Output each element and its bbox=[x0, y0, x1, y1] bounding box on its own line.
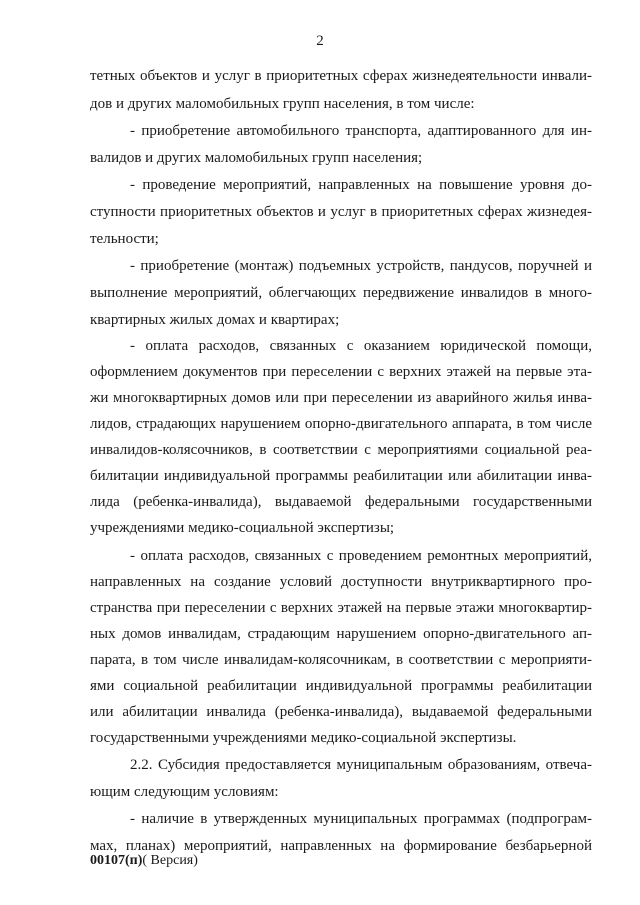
text-line: странства при переселении с верхних этажей на первые этажи многоквартир- bbox=[90, 600, 592, 616]
text-line: - проведение мероприятий, направленных на повышение уровня до- bbox=[130, 177, 592, 193]
text-line: тетных объектов и услуг в приоритетных сферах жизнедеятельности инвали- bbox=[90, 68, 592, 84]
document-version: ( Версия) bbox=[142, 853, 198, 868]
text-line: - приобретение автомобильного транспорта, адаптированного для ин- bbox=[130, 123, 592, 139]
text-line: государственными учреждениями медико-социальной экспертизы. bbox=[90, 730, 517, 746]
document-footer bbox=[90, 853, 198, 869]
text-line: дов и других маломобильных групп населения, в том числе: bbox=[90, 96, 475, 112]
text-line: тельности; bbox=[90, 231, 159, 247]
text-line: выполнение мероприятий, облегчающих передвижение инвалидов в много- bbox=[90, 285, 592, 301]
text-line: лидов, страдающих нарушением опорно-двигательного аппарата, в том числе bbox=[90, 416, 592, 432]
text-line: - приобретение (монтаж) подъемных устройств, пандусов, поручней и bbox=[130, 258, 592, 274]
text-line: 2.2. Субсидия предоставляется муниципальным образованиям, отвеча- bbox=[130, 757, 592, 773]
text-line: квартирных жилых домах и квартирах; bbox=[90, 312, 340, 328]
text-line: учреждениями медико-социальной экспертизы; bbox=[90, 520, 395, 536]
text-line: ями социальной реабилитации индивидуальной программы реабилитации bbox=[90, 678, 592, 694]
text-line: - оплата расходов, связанных с оказанием юридической помощи, bbox=[130, 338, 592, 354]
text-line: инвалидов-колясочников, в соответствии с мероприятиями социальной реа- bbox=[90, 442, 592, 458]
text-line: билитации индивидуальной программы реабилитации или абилитации инва- bbox=[90, 468, 592, 484]
text-line: - оплата расходов, связанных с проведением ремонтных мероприятий, bbox=[130, 548, 592, 564]
text-line: мах, планах) мероприятий, направленных на формирование безбарьерной bbox=[90, 838, 592, 854]
text-line: лида (ребенка-инвалида), выдаваемой федеральными государственными bbox=[90, 494, 592, 510]
text-line: жи многоквартирных домов или при переселении из аварийного жилья инва- bbox=[90, 390, 592, 406]
text-line: ступности приоритетных объектов и услуг в приоритетных сферах жизнедея- bbox=[90, 204, 592, 220]
text-line: валидов и других маломобильных групп населения; bbox=[90, 150, 423, 166]
text-line: оформлением документов при переселении с верхних этажей на первые эта- bbox=[90, 364, 592, 380]
text-line: ющим следующим условиям: bbox=[90, 784, 279, 800]
page-number: 2 bbox=[316, 33, 324, 49]
text-line: или абилитации инвалида (ребенка-инвалида), выдаваемой федеральными bbox=[90, 704, 592, 720]
text-line: парата, в том числе инвалидам-колясочникам, в соответствии с мероприяти- bbox=[90, 652, 592, 668]
text-line: ных домов инвалидам, страдающим нарушением опорно-двигательного ап- bbox=[90, 626, 592, 642]
text-line: направленных на создание условий доступности внутриквартирного про- bbox=[90, 574, 592, 590]
document-code: 00107(п) bbox=[90, 853, 143, 868]
text-line: - наличие в утвержденных муниципальных программах (подпрограм- bbox=[130, 811, 592, 827]
